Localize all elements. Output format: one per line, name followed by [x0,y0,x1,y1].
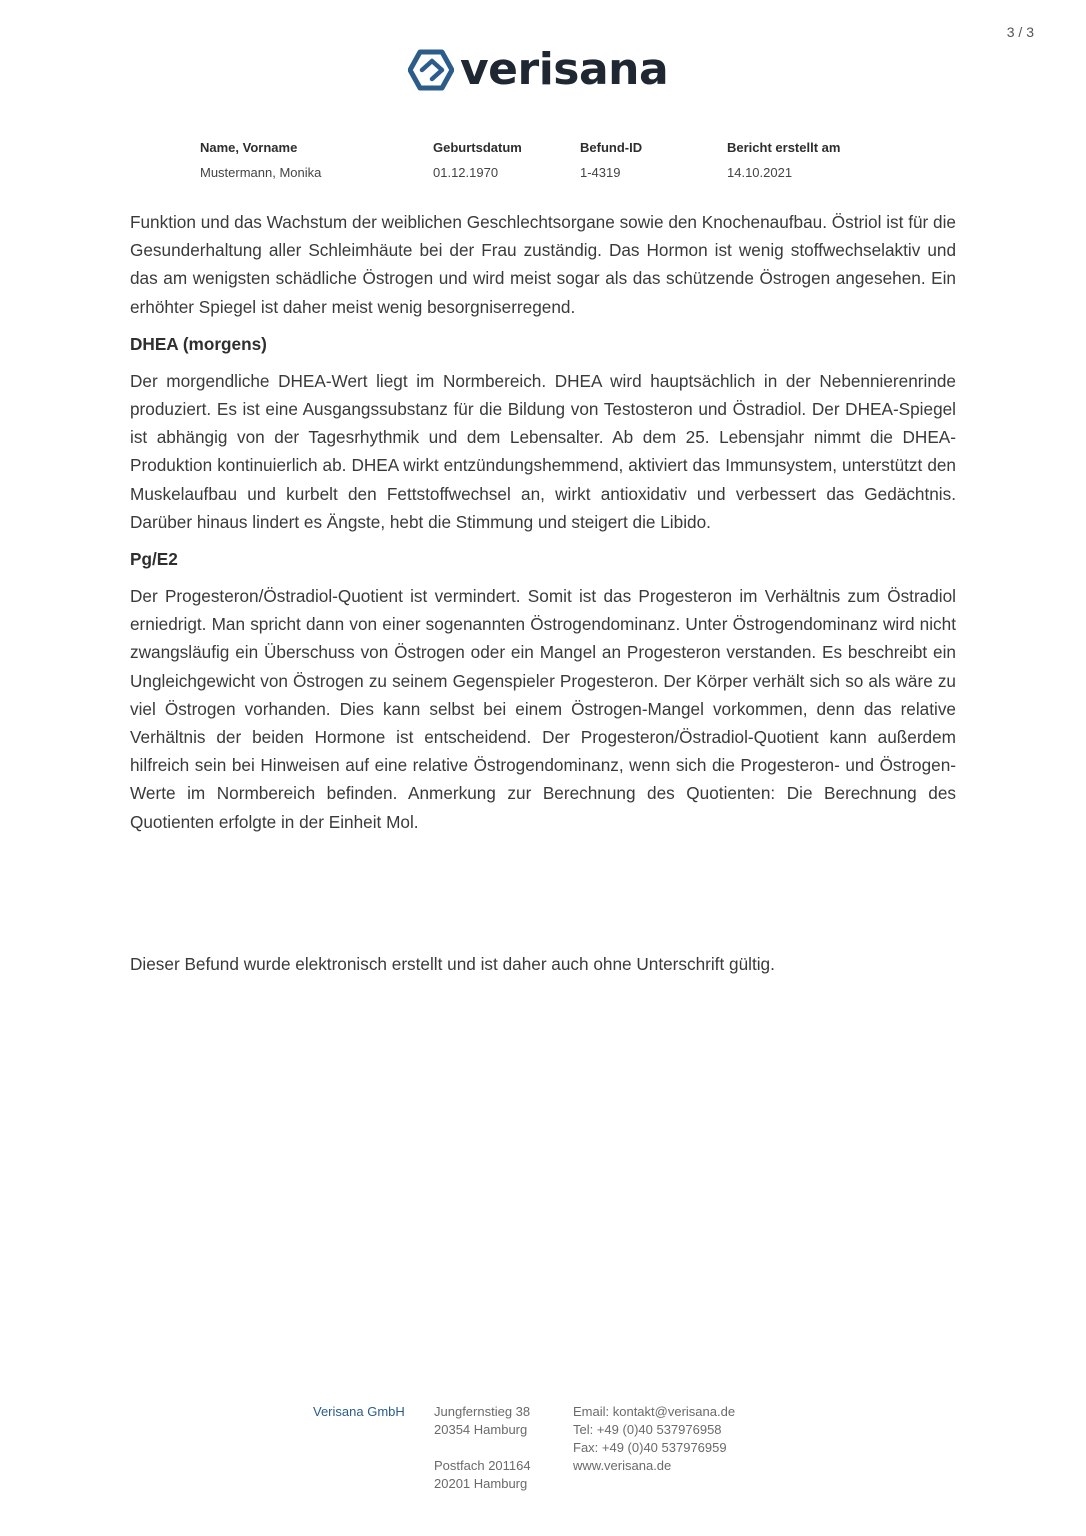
footer-fax: Fax: +49 (0)40 537976959 [573,1440,727,1455]
header-report-id: Befund-ID [580,140,643,155]
footer-website-link[interactable]: www.verisana.de [573,1458,672,1473]
footer-po-box: Postfach 201164 [434,1458,531,1473]
footer-company: Verisana GmbH [313,1404,405,1419]
patient-info-table [200,140,867,189]
footer-contact [573,1403,735,1493]
page-footer [313,1403,735,1493]
section-text-pg-e2: Der Progesteron/Östradiol-Quotient ist vermindert. Somit ist das Progesteron im Verhältnis zum Östradiol erniedrigt. Man spricht dann von einer sogenannten Östrogendominanz. Unter Östrogendominanz wird nicht zwangsläufig ein Überschuss von Östrogen oder ein Mangel an Progesteron verstanden. Es beschreibt ein Ungleichgewicht von Östrogen zu seinem Gegenspieler Progesteron. Der Körper verhält sich so als wäre zu viel Östrogen vorhanden. Dies kann selbst bei einem Östrogen-Mangel vorkommen, denn das relative Verhältnis der beiden Hormone ist entscheidend. Der Progesteron/Östradiol-Quotient kann außerdem hilfreich sein bei Hinweisen auf eine relative Östrogendominanz, wenn sich die Progesteron- und Östrogen-Werte im Normbereich befinden. Anmerkung zur Berechnung des Quotienten: Die Berechnung des Quotienten erfolgte in der Einheit Mol. [130,586,956,832]
footer-address [434,1403,573,1493]
section-heading-dhea: DHEA (morgens) [130,333,267,354]
intro-paragraph: Funktion und das Wachstum der weiblichen Geschlechtsorgane sowie den Knochenaufbau. Östriol ist für die Gesunderhaltung aller Schleimhäute bei der Frau zuständig. Das Hormon ist wenig stoffwechselaktiv und das am wenigsten schädliche Östrogen und wird meist sogar als das schützende Östrogen angesehen. Ein erhöhter Spiegel ist daher meist wenig besorgniserregend. [130,212,956,317]
closing-note: Dieser Befund wurde elektronisch erstellt und ist daher auch ohne Unterschrift gültig. [130,954,775,974]
report-id: 1-4319 [580,165,621,180]
header-name: Name, Vorname [200,140,298,155]
footer-city: 20354 Hamburg [434,1422,528,1437]
report-date: 14.10.2021 [727,165,793,180]
footer-phone: Tel: +49 (0)40 537976958 [573,1422,722,1437]
footer-email-link[interactable]: Email: kontakt@verisana.de [573,1404,736,1419]
patient-info-value-row [200,165,867,189]
section-heading-pg-e2: Pg/E2 [130,549,178,570]
footer-po-city: 20201 Hamburg [434,1476,528,1491]
brand-logo [408,44,668,96]
report-body [130,208,956,836]
brand-name: verisana [460,44,669,95]
section-text-dhea: Der morgendliche DHEA-Wert liegt im Normbereich. DHEA wird hauptsächlich in der Nebennierenrinde produziert. Es ist eine Ausgangssubstanz für die Bildung von Testosteron und Östradiol. Der DHEA-Spiegel ist abhängig von der Tagesrhythmik und dem Lebensalter. Ab dem 25. Lebensjahr nimmt die DHEA-Produktion kontinuierlich ab. DHEA wirkt entzündungshemmend, aktiviert das Immunsystem, unterstützt den Muskelaufbau und kurbelt den Fettstoffwechsel an, wirkt antioxidativ und verbessert das Gedächtnis. Darüber hinaus lindert es Ängste, hebt die Stimmung und steigert die Libido. [130,370,956,532]
hexagon-logo-icon [408,49,454,91]
header-report-date: Bericht erstellt am [727,140,841,155]
patient-info-header-row [200,140,867,164]
page-number: 3 / 3 [1006,24,1034,40]
footer-street: Jungfernstieg 38 [434,1404,531,1419]
patient-birthdate: 01.12.1970 [433,165,499,180]
patient-name: Mustermann, Monika [200,165,322,180]
header-birthdate: Geburtsdatum [433,140,522,155]
